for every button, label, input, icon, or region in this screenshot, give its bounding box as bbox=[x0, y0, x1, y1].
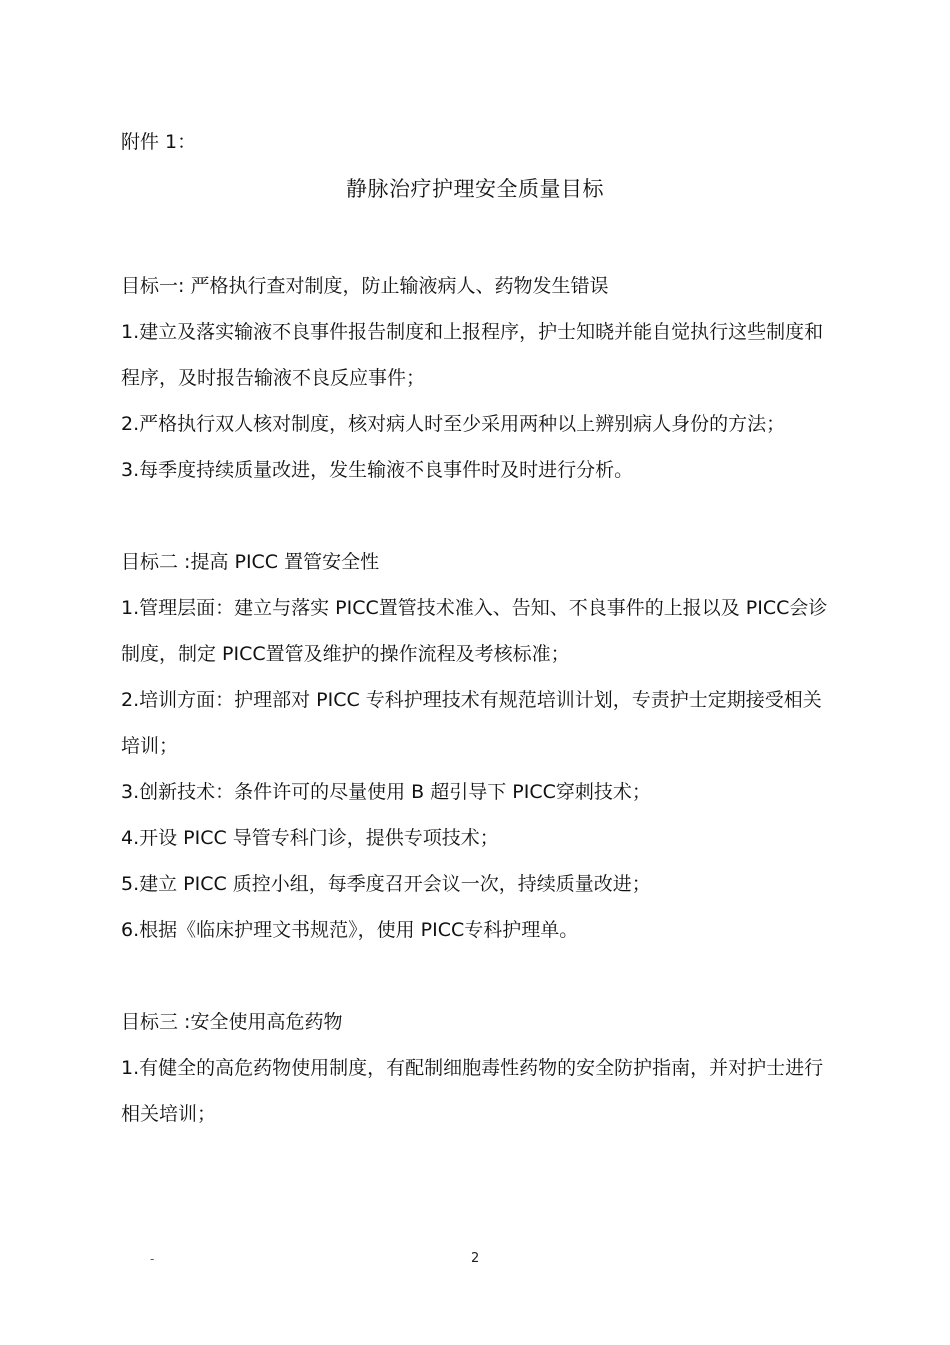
goal-3-item-1: 1.有健全的高危药物使用制度，有配制细胞毒性药物的安全防护指南，并对护士进行相关培训； bbox=[121, 1057, 824, 1125]
goal-2-item-5: 5.建立 PICC 质控小组，每季度召开会议一次，持续质量改进； bbox=[121, 873, 651, 895]
goal-2-item-3: 3.创新技术：条件许可的尽量使用 B 超引导下 PICC穿刺技术； bbox=[121, 781, 651, 803]
goal-3-heading: 目标三 :安全使用高危药物 bbox=[121, 1011, 343, 1033]
goal-2-item-4: 4.开设 PICC 导管专科门诊，提供专项技术； bbox=[121, 827, 499, 849]
page-number: 2 bbox=[471, 1251, 480, 1266]
document-title: 静脉治疗护理安全质量目标 bbox=[346, 177, 604, 201]
footer-mark: - bbox=[150, 1252, 155, 1266]
section-spacer bbox=[121, 493, 833, 539]
section-spacer bbox=[121, 953, 833, 999]
goal-1-heading: 目标一: 严格执行查对制度，防止输液病人、药物发生错误 bbox=[121, 275, 609, 297]
goal-1-item-1: 1.建立及落实输液不良事件报告制度和上报程序，护士知晓并能自觉执行这些制度和程序，及时报告输液不良反应事件； bbox=[121, 321, 824, 389]
goal-2-item-1: 1.管理层面：建立与落实 PICC置管技术准入、告知、不良事件的上报以及 PICC会诊制度，制定 PICC置管及维护的操作流程及考核标准； bbox=[121, 597, 828, 665]
goal-1-item-3: 3.每季度持续质量改进，发生输液不良事件时及时进行分析。 bbox=[121, 459, 634, 481]
goal-2-item-2: 2.培训方面：护理部对 PICC 专科护理技术有规范培训计划，专责护士定期接受相关培训； bbox=[121, 689, 822, 757]
goal-2-item-6: 6.根据《临床护理文书规范》，使用 PICC专科护理单。 bbox=[121, 919, 579, 941]
document-body bbox=[121, 263, 833, 1137]
goal-2-heading: 目标二 :提高 PICC 置管安全性 bbox=[121, 551, 380, 573]
attachment-label: 附件 1： bbox=[121, 131, 197, 153]
goal-1-item-2: 2.严格执行双人核对制度，核对病人时至少采用两种以上辨别病人身份的方法； bbox=[121, 413, 786, 435]
